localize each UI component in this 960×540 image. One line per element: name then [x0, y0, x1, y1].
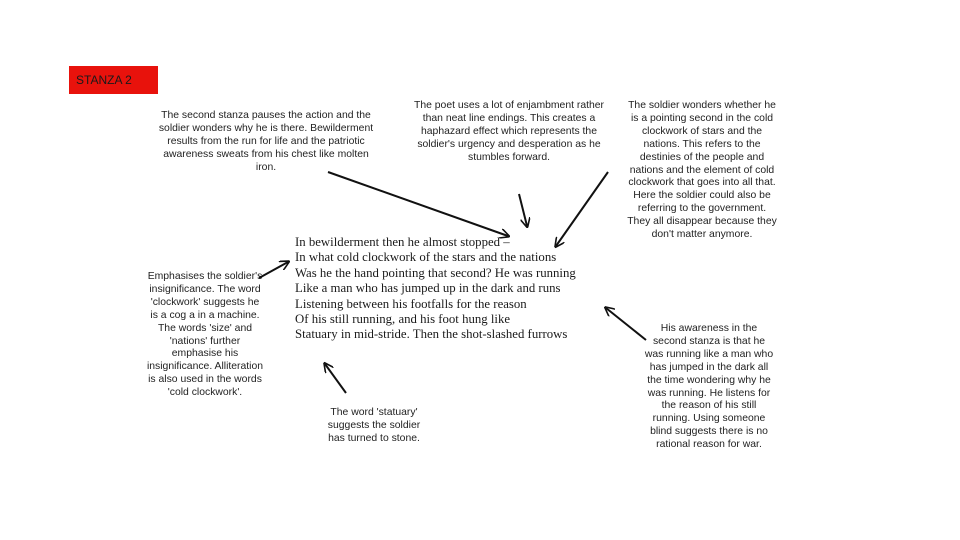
- annotation-insignificance: Emphasises the soldier's insignificance. The word 'clockwork' suggests he is a cog a in a machine. The words 'size' and 'nations' further emphasise his insignificance. Alliteration is also used in the words 'cold clockwork'.: [146, 271, 264, 399]
- annotation-stanza-summary: The second stanza pauses the action and the soldier wonders why he is there. Bewilderment results from the run for life and the patriotic awareness sweats from his chest like molten iron.: [158, 110, 374, 173]
- poem-line: In bewilderment then he almost stopped –: [295, 235, 510, 249]
- poem-line: In what cold clockwork of the stars and the nations: [295, 250, 557, 265]
- arrow-insignificance-to-poem: [259, 262, 288, 278]
- poem-line: Of his still running, and his foot hung like: [295, 312, 511, 327]
- arrow-summary-to-poem: [328, 172, 508, 236]
- arrow-clockwork-to-poem: [556, 172, 608, 246]
- poem-line: Like a man who has jumped up in the dark and runs: [295, 281, 561, 296]
- poem-line: Was he the hand pointing that second? He was running: [295, 265, 576, 280]
- annotation-awareness: His awareness in the second stanza is that he was running like a man who has jumped in the dark all the time wondering why he was running. He listens for the reason of his still running. Using someone blind suggests there is no rational reason for war.: [644, 323, 774, 451]
- annotation-enjambment: The poet uses a lot of enjambment rather than neat line endings. This creates a haphazard effect which represents the soldier's urgency and desperation as he stumbles forward.: [413, 100, 605, 163]
- poem-line: Listening between his footfalls for the reason: [295, 296, 527, 311]
- slide-title: STANZA 2: [69, 66, 158, 94]
- poem-line: Statuary in mid-stride. Then the shot-slashed furrows: [295, 327, 568, 342]
- arrow-awareness-to-poem: [606, 308, 646, 340]
- annotation-statuary: The word 'statuary' suggests the soldier has turned to stone.: [327, 407, 421, 444]
- arrow-enjambment-to-poem: [519, 194, 527, 226]
- annotation-clockwork: The soldier wonders whether he is a pointing second in the cold clockwork of stars and the nations. This refers to the destinies of the people and nations and the element of cold clockwork that goes into all that. Here the soldier could also be referring to the government. They all disappear because they don't matter anymore.: [627, 100, 777, 241]
- arrow-statuary-to-poem: [325, 364, 346, 393]
